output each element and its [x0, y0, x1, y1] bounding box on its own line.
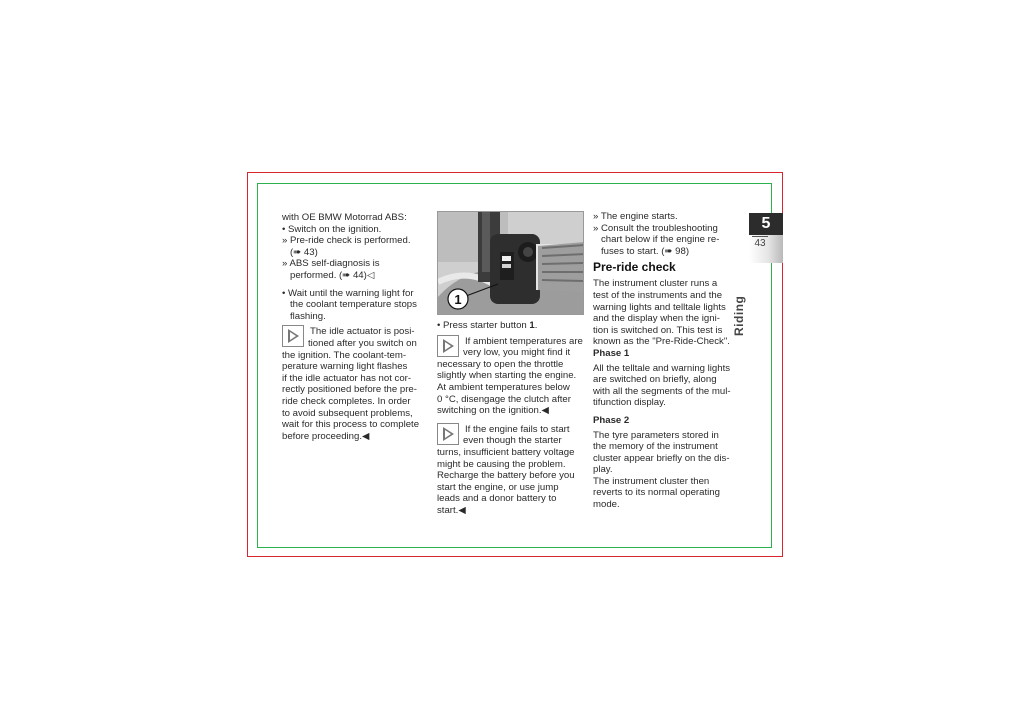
note-text: 0 °C, disengage the clutch after — [437, 393, 571, 405]
body-text: All the telltale and warning lights — [593, 362, 731, 374]
note-block — [282, 325, 427, 442]
column-2 — [437, 320, 584, 517]
page-reference: (➠ 43) — [290, 246, 318, 258]
body-text: The instrument cluster runs a — [593, 278, 718, 290]
page-reference: performed. (➠ 44)◁ — [290, 269, 375, 281]
body-text: warning lights and telltale lights — [593, 301, 726, 313]
result-line: » The engine starts. — [593, 211, 678, 222]
body-text: the memory of the instrument — [593, 441, 718, 453]
body-text: reverts to its normal operating — [593, 487, 720, 499]
note-text: very low, you might find it — [463, 347, 571, 359]
note-text: before proceeding.◀ — [282, 430, 370, 442]
note-block — [437, 423, 584, 517]
note-text: leads and a donor battery to — [437, 493, 557, 505]
callout-ref: 1 — [529, 320, 535, 331]
text-line: » ABS self-diagnosis is — [282, 258, 380, 270]
column-1 — [282, 212, 427, 442]
note-text: start the engine, or use jump — [437, 481, 559, 493]
bullet-instruction — [437, 320, 584, 332]
callout-label: 1 — [454, 292, 462, 307]
note-text: start.◀ — [437, 504, 466, 516]
note-text: If the engine fails to start — [465, 423, 570, 435]
chapter-number: 5 — [749, 213, 783, 235]
column-3 — [593, 211, 741, 511]
body-text: play. — [593, 464, 613, 476]
note-text: perature warning light flashes — [282, 361, 408, 373]
note-text: tioned after you switch on — [308, 337, 417, 349]
note-text: Recharge the battery before you — [437, 470, 575, 482]
note-text: to avoid subsequent problems, — [282, 407, 413, 419]
note-text: If ambient temperatures are — [465, 335, 583, 347]
text-line: chart below if the engine re- — [601, 234, 720, 246]
phase-2-title: Phase 2 — [593, 414, 630, 426]
text-line: with OE BMW Motorrad ABS: — [282, 212, 407, 223]
note-text: slightly when starting the engine. — [437, 370, 577, 382]
body-text: tion is switched on. This test is — [593, 324, 723, 336]
result-line: » Consult the troubleshooting — [593, 222, 718, 234]
body-text: and the display when the igni- — [593, 313, 720, 325]
note-text: turns, insufficient battery voltage — [437, 446, 575, 458]
handlebar-switch-photo — [437, 211, 584, 315]
page-reference: fuses to start. (➠ 98) — [601, 245, 690, 257]
note-text: The idle actuator is posi- — [310, 326, 415, 338]
section-heading: Pre-ride check — [593, 260, 676, 275]
note-text: At ambient temperatures below — [437, 381, 570, 393]
body-text: known as the "Pre-Ride-Check". — [593, 336, 730, 348]
tab-divider — [752, 236, 768, 237]
text-line: • Wait until the warning light for — [282, 287, 414, 299]
bullet-text: • Press starter button — [437, 320, 530, 331]
body-text: The instrument cluster then — [593, 475, 710, 487]
note-text: the ignition. The coolant-tem- — [282, 349, 407, 361]
body-text: The tyre parameters stored in — [593, 429, 719, 441]
note-text: even though the starter — [463, 435, 562, 447]
note-text: might be causing the problem. — [437, 458, 566, 470]
phase-1-title: Phase 1 — [593, 347, 630, 359]
text-line: flashing. — [290, 310, 326, 322]
note-arrow-icon — [437, 335, 459, 357]
body-text: are switched on briefly, along — [593, 374, 717, 386]
handlebar-illustration — [438, 212, 584, 315]
note-text: necessary to open the throttle — [437, 358, 564, 370]
text-line: • Switch on the ignition. — [282, 223, 382, 235]
note-block — [437, 335, 584, 417]
note-text: rectly positioned before the pre- — [282, 384, 417, 396]
body-text: cluster appear briefly on the dis- — [593, 452, 730, 464]
text-line: » Pre-ride check is performed. — [282, 235, 411, 247]
body-text: tifunction display. — [593, 397, 666, 409]
note-text: switching on the ignition.◀ — [437, 405, 549, 417]
section-label: Riding — [732, 295, 746, 336]
note-text: ride check completes. In order — [282, 395, 411, 407]
body-text: test of the instruments and the — [593, 289, 723, 301]
bullet-end: . — [534, 320, 538, 331]
note-text: wait for this process to complete — [282, 419, 420, 431]
body-text: mode. — [593, 499, 620, 511]
page-number: 43 — [754, 238, 766, 249]
note-text: if the idle actuator has not cor- — [282, 372, 412, 384]
note-arrow-icon — [282, 325, 304, 347]
body-text: with all the segments of the mul- — [593, 385, 731, 397]
note-arrow-icon — [437, 423, 459, 445]
text-line: the coolant temperature stops — [290, 299, 417, 311]
